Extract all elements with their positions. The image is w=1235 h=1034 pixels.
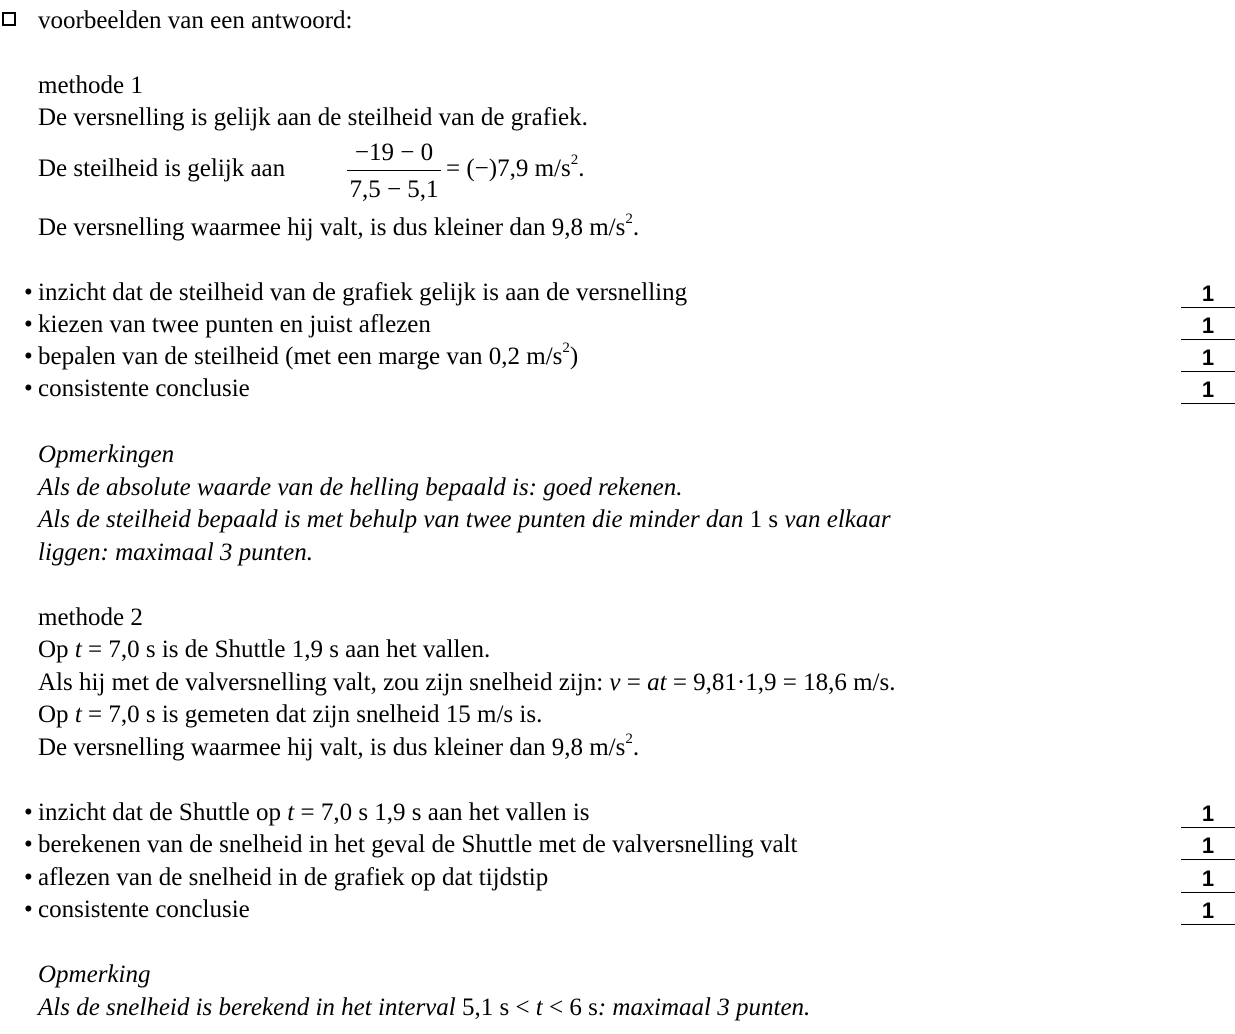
equals: = <box>620 669 648 696</box>
exponent: 2 <box>625 730 633 747</box>
score-value: 1 <box>1181 833 1235 860</box>
variable-t: t <box>74 701 82 728</box>
criterion-text: aflezen van de snelheid in de grafiek op dat tijdstip <box>38 864 549 891</box>
method1-line3 <box>38 212 639 244</box>
remarks-title: Opmerkingen <box>38 441 175 468</box>
period: . <box>632 214 640 241</box>
method2-line4 <box>38 732 639 764</box>
bullet-icon: • <box>24 864 33 891</box>
remark-title: Opmerking <box>38 961 151 988</box>
criterion-text <box>38 341 578 373</box>
intro-text: voorbeelden van een antwoord: <box>38 7 353 34</box>
variable-v: v <box>609 669 621 696</box>
bullet-icon: • <box>24 343 33 370</box>
method2-line1 <box>38 634 490 666</box>
fraction-denominator: 7,5 − 5,1 <box>349 176 439 203</box>
variable-t: t <box>74 636 82 663</box>
exponent: 2 <box>570 151 579 168</box>
text: Op <box>38 636 75 663</box>
bullet-icon: • <box>24 311 33 338</box>
method1-line1: De versnelling is gelijk aan de steilheid van de grafiek. <box>38 104 588 131</box>
slope-fraction <box>347 138 441 205</box>
closing-paren: ) <box>569 343 579 370</box>
remark-text: van elkaar <box>784 506 891 533</box>
remark-unit: 1 s <box>743 506 785 533</box>
score-value: 1 <box>1181 313 1235 340</box>
text: = 7,0 s is de Shuttle 1,9 s aan het vallen. <box>81 636 491 663</box>
bullet-icon: • <box>24 375 33 402</box>
text: = 7,0 s is gemeten dat zijn snelheid 15 m/s is. <box>81 701 543 728</box>
text: = 7,0 s 1,9 s aan het vallen is <box>294 799 590 826</box>
interval-end: < 6 s <box>542 994 598 1021</box>
remark-line: Als de absolute waarde van de helling bepaald is: goed rekenen. <box>38 474 683 501</box>
exponent: 2 <box>562 339 570 356</box>
period: . <box>632 734 640 761</box>
bullet-icon: • <box>24 799 33 826</box>
period: . <box>578 155 585 182</box>
line3-text: De versnelling waarmee hij valt, is dus kleiner dan 9,8 m/s <box>38 214 626 241</box>
remark-text: Als de steilheid bepaald is met behulp van twee punten die minder dan <box>38 506 744 533</box>
method1-line2-result <box>446 153 584 185</box>
score-value: 1 <box>1181 898 1235 925</box>
score-value: 1 <box>1181 377 1235 404</box>
remark-line <box>38 992 810 1024</box>
criterion-text-main: bepalen van de steilheid (met een marge van 0,2 m/s <box>38 343 563 370</box>
criterion-text: inzicht dat de steilheid van de grafiek gelijk is aan de versnelling <box>38 279 688 306</box>
fraction-bar <box>347 170 441 171</box>
bullet-icon: • <box>24 896 33 923</box>
text: Als hij met de valversnelling valt, zou zijn snelheid zijn: <box>38 669 610 696</box>
text: = 9,81·1,9 = 18,6 m/s. <box>666 669 896 696</box>
score-value: 1 <box>1181 281 1235 308</box>
text: inzicht dat de Shuttle op <box>38 799 288 826</box>
interval-start: 5,1 s < <box>461 994 536 1021</box>
method2-line2 <box>38 667 895 699</box>
variable-t: t <box>287 799 295 826</box>
criterion-text: consistente conclusie <box>38 896 250 923</box>
remark-text: : maximaal 3 punten. <box>597 994 811 1021</box>
criterion-text: berekenen van de snelheid in het geval de Shuttle met de valversnelling valt <box>38 831 798 858</box>
variable-t: t <box>535 994 543 1021</box>
method1-line2-prefix: De steilheid is gelijk aan <box>38 155 286 182</box>
remark-line <box>38 504 891 536</box>
score-value: 1 <box>1181 801 1235 828</box>
bullet-icon: • <box>24 279 33 306</box>
method1-title: methode 1 <box>38 72 143 99</box>
remark-line: liggen: maximaal 3 punten. <box>38 539 313 566</box>
exponent: 2 <box>625 210 633 227</box>
method2-line3 <box>38 699 542 731</box>
variable-at: at <box>647 669 667 696</box>
criterion-text: kiezen van twee punten en juist aflezen <box>38 311 431 338</box>
score-value: 1 <box>1181 866 1235 893</box>
text: Op <box>38 701 75 728</box>
fraction-numerator: −19 − 0 <box>354 139 434 166</box>
method2-title: methode 2 <box>38 604 143 631</box>
bullet-icon: • <box>24 831 33 858</box>
checkbox-icon <box>2 12 16 26</box>
score-value: 1 <box>1181 345 1235 372</box>
result-text: = (−)7,9 m/s <box>446 155 571 182</box>
criterion-text: consistente conclusie <box>38 375 250 402</box>
text: De versnelling waarmee hij valt, is dus kleiner dan 9,8 m/s <box>38 734 626 761</box>
remark-text: Als de snelheid is berekend in het interval <box>38 994 462 1021</box>
criterion-text <box>38 797 590 829</box>
